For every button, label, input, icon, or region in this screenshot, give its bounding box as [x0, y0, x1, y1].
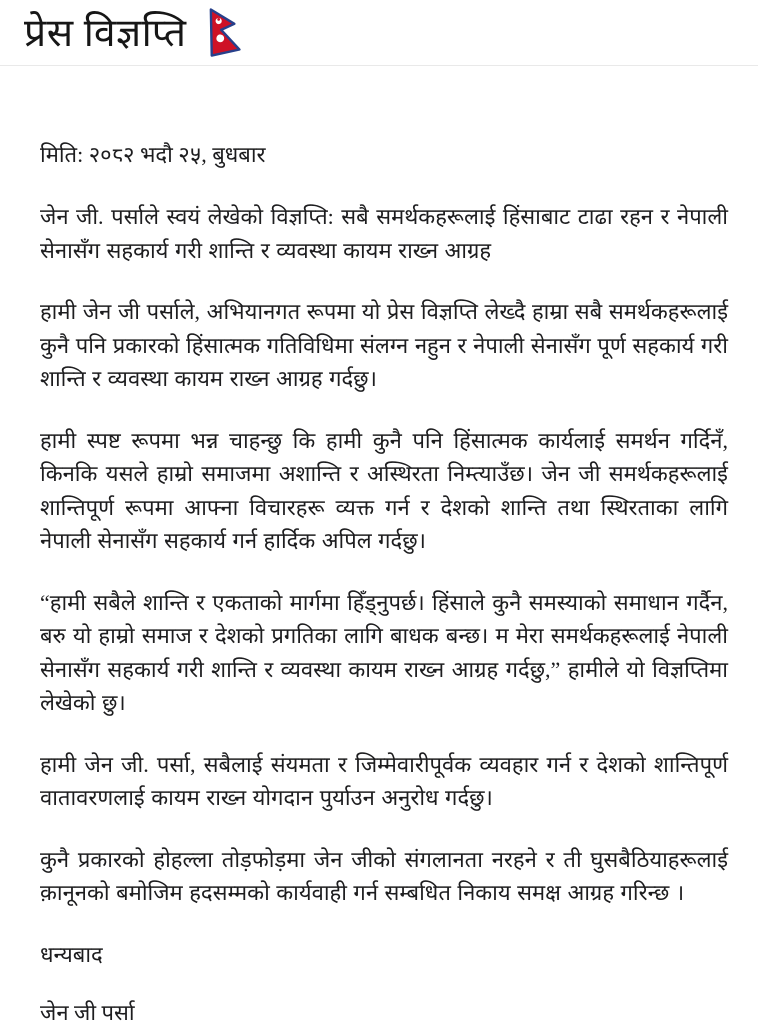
- paragraph-3-quote: “हामी सबैले शान्ति र एकताको मार्गमा हिँड्नुपर्छ। हिंसाले कुनै समस्याको समाधान गर्दैन, बरु यो हाम्रो समाज र देशको प्रगतिका लागि बाधक बन्छ। म मेरा समर्थकहरूलाई नेपाली सेनासँग सहकार्य गरी शान्ति र व्यवस्था कायम राख्न आग्रह गर्दछु,” हामीले यो विज्ञप्तिमा लेखेको छु।: [40, 589, 728, 715]
- paragraph-5: कुनै प्रकारको होहल्ला तोड़फोड़मा जेन जीको संगलानता नरहने र ती घुसबैठियाहरूलाई क़ानूनको बमोजिम हदसम्मको कार्यवाही गर्न सम्बधित निकाय समक्ष आग्रह गरिन्छ ।: [40, 846, 728, 905]
- press-release-body: [0, 138, 758, 1030]
- closing-thanks: धन्यबाद: [40, 941, 103, 967]
- header: [0, 0, 758, 66]
- nepal-flag-icon: [202, 7, 250, 61]
- signature-line: जेन जी पर्सा: [40, 999, 135, 1025]
- page-title: प्रेस विज्ञप्ति: [24, 11, 187, 55]
- paragraph-subject: जेन जी. पर्साले स्वयं लेखेको विज्ञप्ति: सबै समर्थकहरूलाई हिंसाबाट टाढा रहन र नेपाली सेनासँग सहकार्य गरी शान्ति र व्यवस्था कायम राख्न आग्रह: [40, 204, 728, 263]
- paragraph-2: हामी स्पष्ट रूपमा भन्न चाहन्छु कि हामी कुनै पनि हिंसात्मक कार्यलाई समर्थन गर्दिनँ, किनकि यसले हाम्रो समाजमा अशान्ति र अस्थिरता निम्त्याउँछ। जेन जी समर्थकहरूलाई शान्तिपूर्ण रूपमा आफ्ना विचारहरू व्यक्त गर्न र देशको शान्ति तथा स्थिरताका लागि नेपाली सेनासँग सहकार्य गर्न हार्दिक अपिल गर्दछु।: [40, 427, 728, 553]
- date-line: मिति: २०८२ भदौ २५, बुधबार: [40, 142, 266, 167]
- paragraph-4: हामी जेन जी. पर्सा, सबैलाई संयमता र जिम्मेवारीपूर्वक व्यवहार गर्न र देशको शान्तिपूर्ण वातावरणलाई कायम राख्न योगदान पुर्याउन अनुरोध गर्दछु।: [40, 751, 728, 810]
- paragraph-1: हामी जेन जी पर्साले, अभियानगत रूपमा यो प्रेस विज्ञप्ति लेख्दै हाम्रा सबै समर्थकहरूलाई कुनै पनि प्रकारको हिंसात्मक गतिविधिमा संलग्न नहुन र नेपाली सेनासँग पूर्ण सहकार्य गरी शान्ति र व्यवस्था कायम राख्न आग्रह गर्दछु।: [40, 299, 728, 391]
